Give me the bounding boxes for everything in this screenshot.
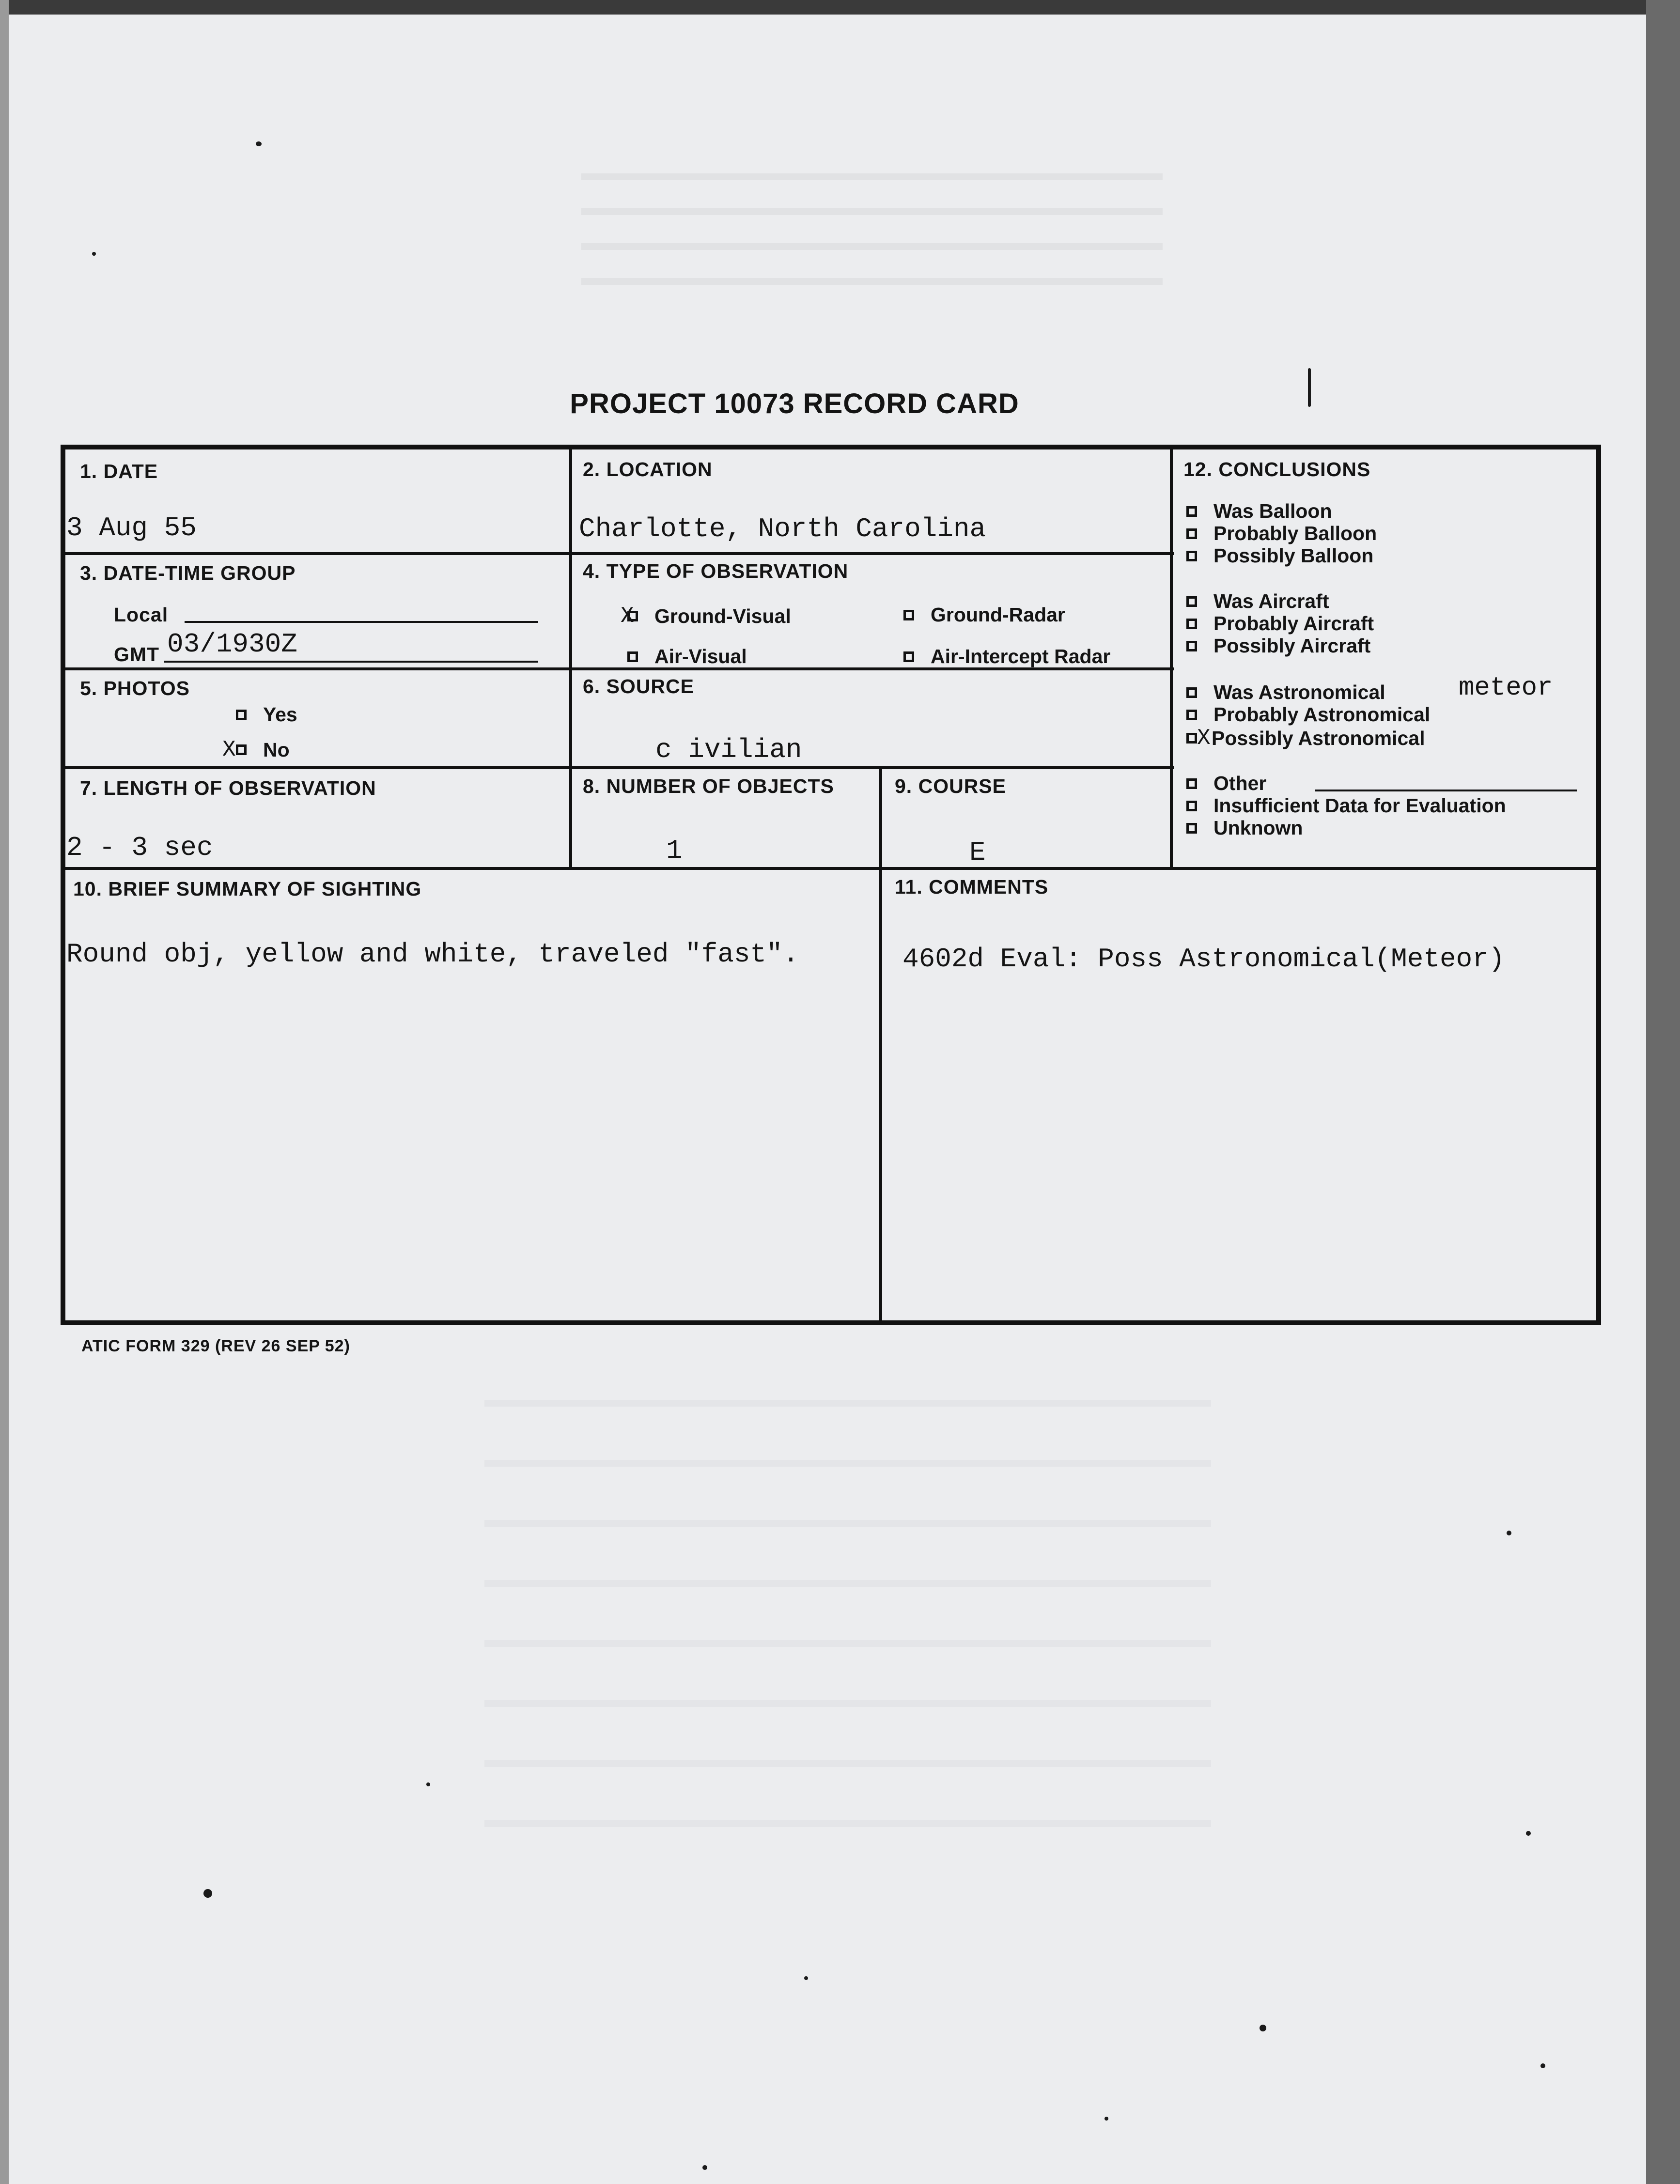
conclusion-was-aircraft-label: Was Aircraft bbox=[1213, 590, 1329, 612]
checkbox-other[interactable] bbox=[1186, 778, 1197, 789]
checkbox-unknown[interactable] bbox=[1186, 823, 1197, 834]
record-card bbox=[61, 445, 1601, 1325]
obs-air-visual-label: Air-Visual bbox=[654, 645, 747, 667]
conclusion-possibly-aircraft[interactable] bbox=[1186, 635, 1370, 657]
obs-ground-visual-label: Ground-Visual bbox=[654, 604, 791, 627]
checkbox-air-visual[interactable] bbox=[627, 651, 638, 662]
checkbox-ground-radar[interactable] bbox=[903, 610, 914, 620]
location-label: 2. LOCATION bbox=[583, 458, 713, 480]
photos-no[interactable] bbox=[222, 737, 290, 762]
card-title: PROJECT 10073 RECORD CARD bbox=[570, 388, 1019, 419]
conclusion-was-astronomical[interactable] bbox=[1186, 681, 1385, 704]
speck bbox=[1526, 1831, 1531, 1836]
dtg-local-label: Local bbox=[114, 604, 169, 626]
dtg-gmt-line bbox=[164, 661, 538, 663]
conclusion-insufficient-data[interactable] bbox=[1186, 794, 1506, 817]
comments-label: 11. COMMENTS bbox=[895, 876, 1049, 898]
conclusion-other-label: Other bbox=[1213, 772, 1267, 794]
checkbox-insufficient-data[interactable] bbox=[1186, 801, 1197, 811]
dtg-local-line bbox=[185, 621, 538, 623]
conclusion-probably-aircraft[interactable] bbox=[1186, 612, 1374, 635]
checkbox-photos-yes[interactable] bbox=[236, 710, 247, 720]
length-label: 7. LENGTH OF OBSERVATION bbox=[80, 777, 376, 799]
dtg-label: 3. DATE-TIME GROUP bbox=[80, 562, 296, 584]
obs-ground-radar[interactable] bbox=[903, 604, 1065, 626]
speck bbox=[1308, 368, 1311, 407]
date-label: 1. DATE bbox=[80, 460, 158, 482]
conclusion-possibly-aircraft-label: Possibly Aircraft bbox=[1213, 635, 1371, 657]
checkbox-possibly-aircraft[interactable] bbox=[1186, 641, 1197, 651]
bleed-through bbox=[581, 145, 1163, 310]
obs-ground-radar-label: Ground-Radar bbox=[931, 604, 1065, 626]
conclusion-probably-balloon-label: Probably Balloon bbox=[1213, 522, 1377, 544]
checkbox-air-intercept-radar[interactable] bbox=[903, 651, 914, 662]
checkbox-was-balloon[interactable] bbox=[1186, 506, 1197, 517]
speck bbox=[203, 1889, 212, 1898]
summary-label: 10. BRIEF SUMMARY OF SIGHTING bbox=[73, 878, 422, 900]
checkbox-possibly-balloon[interactable] bbox=[1186, 551, 1197, 561]
obs-air-visual[interactable] bbox=[627, 645, 747, 668]
conclusion-probably-aircraft-label: Probably Aircraft bbox=[1213, 612, 1374, 635]
location-value: Charlotte, North Carolina bbox=[579, 513, 986, 544]
scan-edge-top bbox=[0, 0, 1680, 15]
form-footer: ATIC FORM 329 (REV 26 SEP 52) bbox=[81, 1337, 350, 1355]
conclusions-label: 12. CONCLUSIONS bbox=[1183, 458, 1371, 480]
source-value: c ivilian bbox=[655, 734, 802, 765]
bleed-through-lower bbox=[484, 1347, 1211, 1831]
rule-row1 bbox=[65, 552, 1174, 555]
summary-value: Round obj, yellow and white, traveled "fast". bbox=[66, 939, 799, 970]
speck bbox=[92, 252, 96, 256]
checkbox-probably-balloon[interactable] bbox=[1186, 528, 1197, 539]
conclusion-was-balloon[interactable] bbox=[1186, 500, 1332, 523]
conclusion-insufficient-data-label: Insufficient Data for Evaluation bbox=[1213, 794, 1506, 817]
conclusion-possibly-astronomical-label: Possibly Astronomical bbox=[1212, 727, 1425, 749]
conclusion-possibly-astronomical[interactable] bbox=[1186, 726, 1425, 751]
speck bbox=[702, 2165, 707, 2170]
length-value: 2 - 3 sec bbox=[66, 832, 213, 863]
scan-edge-right bbox=[1646, 0, 1680, 2184]
conclusion-was-aircraft[interactable] bbox=[1186, 590, 1329, 613]
mark-photos-no: X bbox=[222, 737, 236, 762]
photos-label: 5. PHOTOS bbox=[80, 677, 190, 699]
speck bbox=[1507, 1531, 1511, 1535]
speck bbox=[256, 141, 262, 146]
mark-ground-visual: X bbox=[621, 604, 634, 629]
course-label: 9. COURSE bbox=[895, 775, 1006, 797]
checkbox-probably-astronomical[interactable] bbox=[1186, 710, 1197, 720]
conclusion-other[interactable] bbox=[1186, 772, 1266, 795]
checkbox-possibly-astronomical[interactable] bbox=[1186, 733, 1197, 743]
obs-ground-visual[interactable] bbox=[621, 604, 791, 629]
conclusion-other-line[interactable] bbox=[1315, 790, 1577, 791]
conclusion-was-astronomical-label: Was Astronomical bbox=[1213, 681, 1385, 703]
speck bbox=[1260, 2025, 1266, 2031]
date-value: 3 Aug 55 bbox=[66, 512, 197, 543]
comments-value: 4602d Eval: Poss Astronomical(Meteor) bbox=[902, 944, 1505, 975]
conclusion-unknown-label: Unknown bbox=[1213, 817, 1303, 839]
photos-yes-label: Yes bbox=[263, 703, 297, 726]
rule-col-b bbox=[1170, 449, 1173, 867]
source-label: 6. SOURCE bbox=[583, 675, 694, 697]
scan-edge-left bbox=[0, 0, 9, 2184]
conclusion-probably-balloon[interactable] bbox=[1186, 522, 1377, 545]
rule-row3 bbox=[65, 766, 1174, 769]
speck bbox=[804, 1976, 808, 1980]
checkbox-probably-aircraft[interactable] bbox=[1186, 619, 1197, 629]
num-objects-label: 8. NUMBER OF OBJECTS bbox=[583, 775, 834, 797]
speck bbox=[1104, 2117, 1108, 2121]
dtg-gmt-value: 03/1930Z bbox=[167, 629, 297, 660]
conclusion-was-balloon-label: Was Balloon bbox=[1213, 500, 1332, 522]
conclusion-probably-astronomical-label: Probably Astronomical bbox=[1213, 703, 1431, 726]
rule-row4 bbox=[65, 867, 1596, 870]
photos-yes[interactable] bbox=[236, 703, 297, 726]
conclusion-probably-astronomical[interactable] bbox=[1186, 703, 1430, 726]
speck bbox=[1540, 2063, 1545, 2068]
checkbox-was-aircraft[interactable] bbox=[1186, 596, 1197, 607]
conclusion-possibly-balloon[interactable] bbox=[1186, 544, 1373, 567]
photos-no-label: No bbox=[263, 738, 290, 761]
conclusion-unknown[interactable] bbox=[1186, 817, 1303, 839]
obs-air-intercept-radar[interactable] bbox=[903, 645, 1110, 668]
checkbox-was-astronomical[interactable] bbox=[1186, 687, 1197, 698]
observation-type-label: 4. TYPE OF OBSERVATION bbox=[583, 560, 849, 582]
conclusion-possibly-balloon-label: Possibly Balloon bbox=[1213, 544, 1374, 567]
num-objects-value: 1 bbox=[666, 835, 683, 866]
mark-possibly-astronomical: X bbox=[1197, 726, 1211, 751]
dtg-gmt-label: GMT bbox=[114, 643, 160, 666]
course-value: E bbox=[969, 837, 986, 868]
speck bbox=[426, 1782, 430, 1786]
astronomical-note: meteor bbox=[1459, 673, 1553, 703]
rule-col-a bbox=[569, 449, 572, 867]
obs-air-intercept-radar-label: Air-Intercept Radar bbox=[931, 645, 1111, 667]
rule-col-d bbox=[879, 766, 882, 867]
